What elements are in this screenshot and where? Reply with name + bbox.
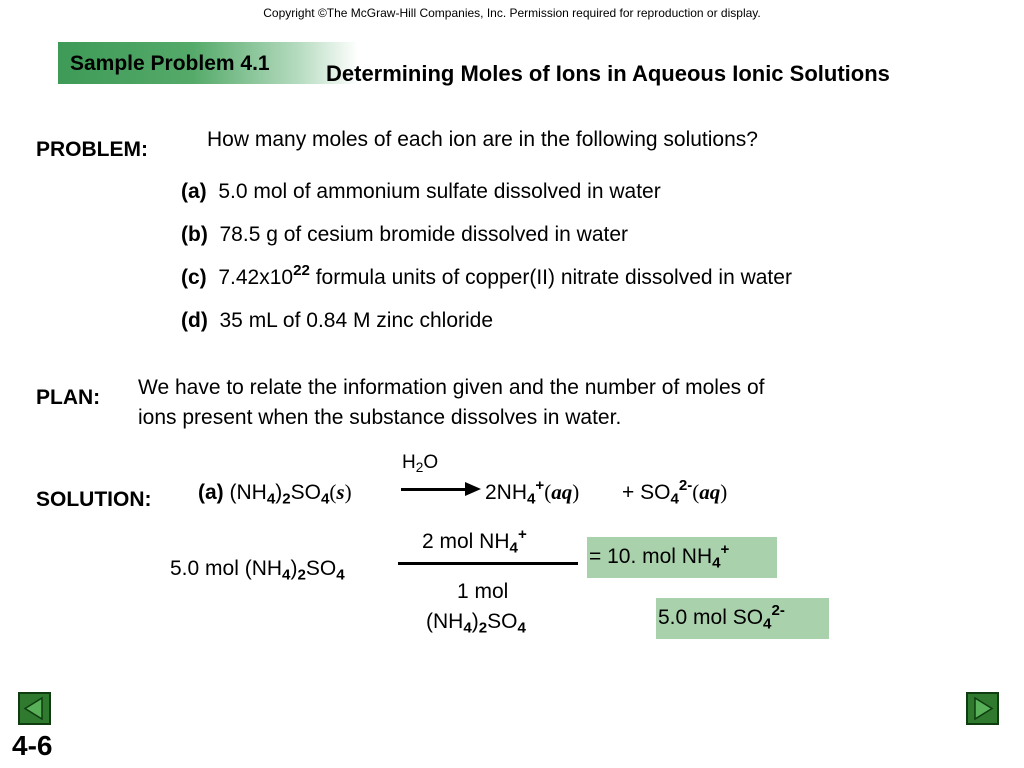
problem-label: PROBLEM:: [36, 138, 148, 161]
fraction-bar: [398, 562, 578, 565]
state-paren: ): [572, 480, 580, 504]
item-tag: (d): [181, 309, 208, 332]
calc-given: [170, 557, 345, 584]
formula-part: SO: [290, 481, 321, 504]
state-paren: (: [544, 480, 552, 504]
state-paren: (: [329, 480, 337, 504]
formula-subscript: 4: [509, 539, 518, 557]
problem-question: How many moles of each ion are in the following solutions?: [207, 128, 758, 151]
state-paren: ): [344, 480, 352, 504]
sample-problem-label: Sample Problem 4.1: [70, 52, 270, 75]
item-tag: (a): [181, 180, 207, 203]
reaction-product-ammonium: [485, 476, 580, 508]
formula-part: 2 mol NH: [422, 530, 510, 553]
reaction-arrow-head: [465, 482, 481, 496]
item-text: 78.5 g of cesium bromide dissolved in water: [219, 223, 629, 246]
formula-subscript: 4: [763, 615, 772, 633]
plan-label: PLAN:: [36, 386, 101, 409]
next-slide-button[interactable]: [966, 692, 999, 725]
formula-subscript: 4: [463, 619, 472, 637]
formula-part: 2NH: [485, 481, 528, 504]
formula-part: (NH: [229, 481, 267, 504]
problem-item-c: [181, 261, 792, 290]
formula-subscript: 2: [282, 490, 291, 508]
calc-result-sulfate: [658, 601, 785, 633]
reaction-arrow-shaft: [401, 488, 467, 491]
slide-title: Determining Moles of Ions in Aqueous Ionic Solutions: [326, 61, 890, 86]
state-symbol: s: [336, 480, 345, 504]
formula-subscript: 2: [478, 619, 488, 637]
item-text: 35 mL of 0.84 M zinc chloride: [219, 309, 494, 332]
arrow-left-icon: [20, 694, 49, 723]
formula-part: ): [471, 610, 479, 633]
prev-slide-button[interactable]: [18, 692, 51, 725]
formula-part: + SO: [622, 481, 671, 504]
formula-subscript: 4: [336, 566, 345, 584]
page-number: 4-6: [12, 730, 53, 761]
calc-numerator: [422, 525, 527, 557]
formula-subscript: 4: [321, 490, 330, 508]
ion-charge: 2-: [771, 601, 785, 619]
formula-part: SO: [487, 610, 518, 633]
state-symbol: aq: [699, 480, 721, 504]
ion-charge: +: [535, 476, 545, 494]
formula-subscript: 4: [517, 619, 526, 637]
formula-part: ): [275, 481, 283, 504]
solution-label: SOLUTION:: [36, 488, 152, 511]
item-text-post: formula units of copper(II) nitrate dissolved in water: [309, 266, 792, 289]
ion-charge: 2-: [678, 476, 693, 494]
reaction-product-sulfate: [622, 476, 728, 508]
copyright-notice: Copyright ©The McGraw-Hill Companies, Inc. Permission required for reproduction or display.: [263, 6, 761, 20]
arrow-condition: [402, 452, 438, 474]
o-symbol: O: [423, 452, 439, 473]
formula-part: = 10. mol NH: [589, 545, 713, 568]
state-symbol: aq: [551, 480, 573, 504]
item-exponent: 22: [293, 261, 310, 279]
calc-result-ammonium: [589, 540, 730, 572]
formula-subscript: 4: [712, 554, 721, 572]
formula-part: 5.0 mol SO: [658, 606, 764, 629]
item-text-pre: 7.42x10: [218, 266, 294, 289]
item-text: 5.0 mol of ammonium sulfate dissolved in water: [218, 180, 661, 203]
state-paren: ): [720, 480, 728, 504]
formula-part: SO: [305, 557, 337, 580]
h-symbol: H: [402, 452, 416, 473]
formula-subscript: 4: [266, 490, 276, 508]
ion-charge: +: [720, 540, 730, 558]
formula-subscript: 2: [297, 566, 306, 584]
reaction-tag: (a): [198, 481, 224, 504]
item-tag: (c): [181, 266, 207, 289]
formula-subscript: 4: [527, 490, 536, 508]
state-paren: (: [692, 480, 700, 504]
problem-item-a: [181, 180, 661, 204]
formula-part: ): [290, 557, 298, 580]
arrow-right-icon: [968, 694, 997, 723]
item-tag: (b): [181, 223, 208, 246]
problem-item-d: [181, 309, 493, 333]
plan-line-1: We have to relate the information given and the number of moles of: [138, 376, 765, 399]
formula-part: 5.0 mol (NH: [170, 557, 283, 580]
h-subscript: 2: [415, 460, 424, 476]
calc-denominator-line-2: [426, 610, 526, 637]
problem-item-b: [181, 223, 628, 247]
reaction-reactant: [198, 480, 352, 508]
formula-subscript: 4: [282, 566, 291, 584]
ion-charge: +: [517, 525, 527, 543]
formula-part: (NH: [426, 610, 464, 633]
calc-denominator-line-1: 1 mol: [457, 580, 509, 603]
formula-subscript: 4: [670, 490, 679, 508]
plan-line-2: ions present when the substance dissolves in water.: [138, 406, 622, 429]
